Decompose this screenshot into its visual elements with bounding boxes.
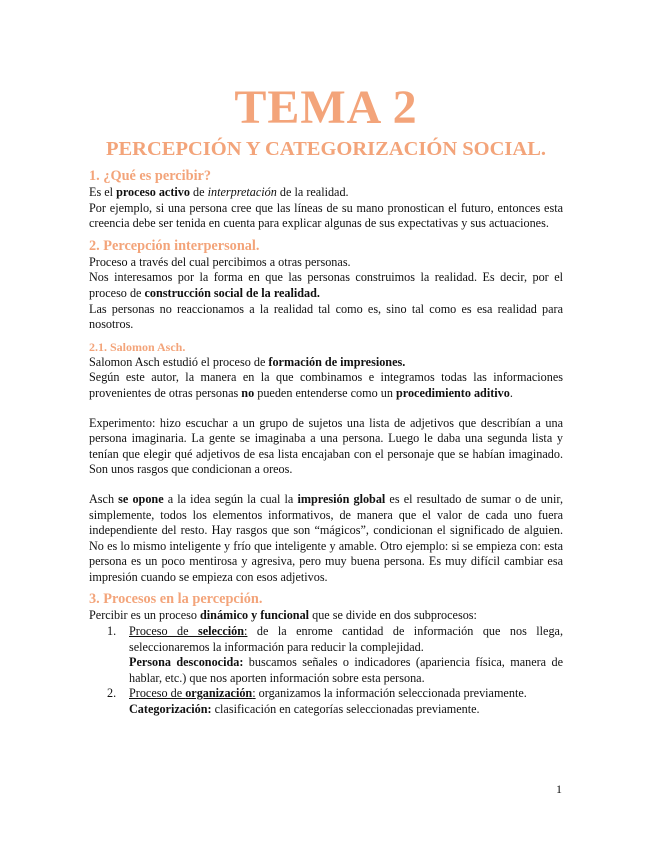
document-subtitle: PERCEPCIÓN Y CATEGORIZACIÓN SOCIAL. (105, 138, 547, 160)
section-2-paragraph-3: Las personas no reaccionamos a la realidad tal como es, sino tal como es esa realidad para nosotros. (89, 301, 563, 332)
page-number: 1 (556, 782, 562, 796)
document-body (89, 168, 563, 718)
section-1-paragraph-1: Es el proceso activo de interpretación de la realidad. (89, 185, 349, 199)
list-item-detail: Persona desconocida: buscamos señales o indicadores (apariencia física, manera de hablar, etc.) que nos aporten información sobre esta persona. (129, 655, 563, 685)
list-item-number: 1. (107, 624, 117, 639)
list-item-number: 2. (107, 686, 117, 701)
document-title: TEMA 2 (234, 81, 418, 134)
list-item-detail: Categorización: clasificación en categorías seleccionadas previamente. (129, 702, 480, 717)
section-2-paragraph-2: Nos interesamos por la forma en que las personas construimos la realidad. Es decir, por el proceso de construcción social de la realidad. (89, 270, 563, 300)
section-2-heading: 2. Percepción interpersonal. (89, 237, 260, 254)
section-2-1-paragraph-2: Según este autor, la manera en la que combinamos e integramos todas las informaciones provenientes de otras personas no pueden entenderse como un procedimiento aditivo. (89, 370, 563, 400)
section-1-heading: 1. ¿Qué es percibir? (89, 168, 212, 184)
section-2-1-experiment: Experimento: hizo escuchar a un grupo de sujetos una lista de adjetivos que describían a una persona imaginaria. La gente se imaginaba a una persona. Luego le daba una segunda lista y tenían que elegir qué adjetivos de esa lista encajaban con el personaje que se habían imaginado. Son unos rasgos que condicionan a oreos. (89, 415, 563, 477)
list-item: 2. Proceso de organización: organizamos la información seleccionada previamente. (107, 686, 527, 701)
section-1-paragraph-2: Por ejemplo, si una persona cree que las líneas de su mano pronostican el futuro, entonces esta creencia debe ser tenida en cuenta para explicar algunas de sus expectativas y sus actuaciones. (89, 200, 563, 231)
list-item: 1. Proceso de selección: de la enrome cantidad de información que nos llega, seleccionaremos la información para reducir la complejidad. (107, 624, 564, 654)
section-3-heading: 3. Procesos en la percepción. (89, 591, 263, 608)
process-list (89, 624, 563, 718)
section-3-paragraph-1: Percibir es un proceso dinámico y funcional que se divide en dos subprocesos: (89, 608, 477, 623)
section-2-1-paragraph-4: Asch se opone a la idea según la cual la impresión global es el resultado de sumar o de unir, simplemente, todos los elementos informativos, de manera que el valor de cada uno fuera independiente del resto. Hay rasgos que son “mágicos”, condicionan el significado de alguien. No es lo mismo inteligente y frío que inteligente y amable. Otro ejemplo: si se empieza con: esta persona es un poco mentirosa y agresiva, pero muy buena persona. Es muy difícil cambiar esa impresión cuando se empieza con esos adjetivos. (89, 491, 563, 584)
section-2-paragraph-1: Proceso a través del cual percibimos a otras personas. (89, 254, 351, 269)
section-2-1-heading: 2.1. Salomon Asch. (89, 339, 186, 354)
section-2-1-paragraph-1: Salomon Asch estudió el proceso de formación de impresiones. (89, 354, 406, 369)
